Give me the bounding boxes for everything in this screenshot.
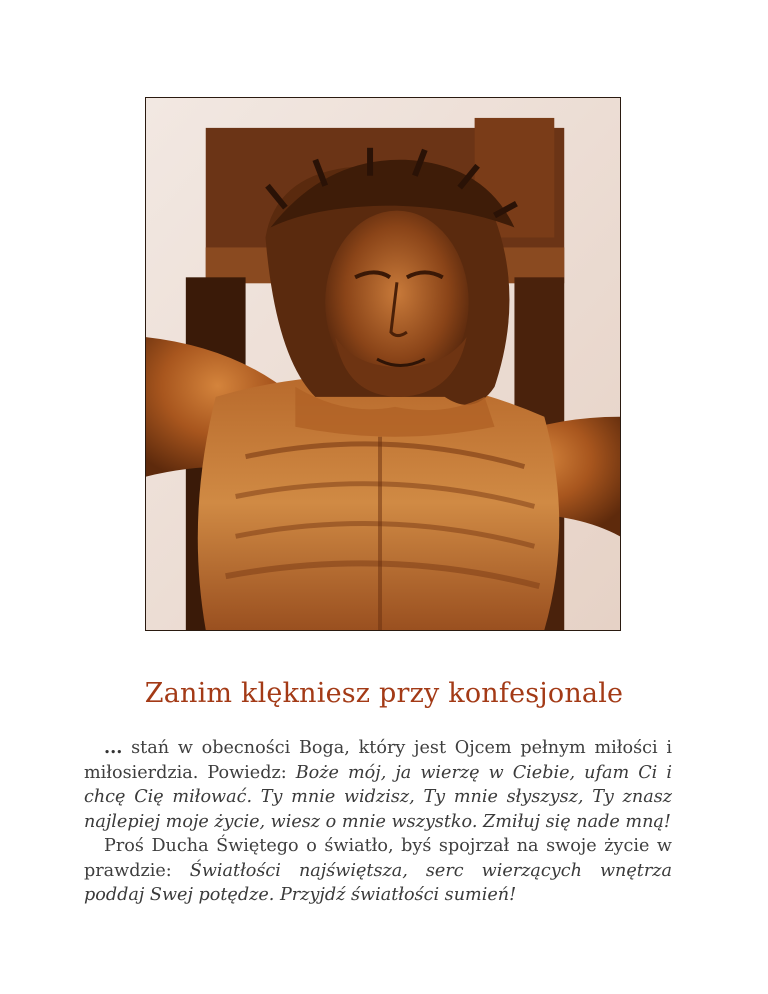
paragraph-1-text: stań w obecności Boga, który jest Ojcem pełnym miłości i miłosierdzia. Powiedz: bbox=[84, 738, 672, 783]
paragraph-2-prayer: Światłości najświętsza, serc wierzących wnętrza poddaj Swej potędze. Przyjdź światłości sumień! bbox=[84, 860, 673, 905]
ellipsis: ... bbox=[104, 737, 123, 758]
crucifix-sculpture-icon bbox=[146, 98, 620, 630]
paragraph-2 bbox=[84, 834, 672, 908]
paragraph-1 bbox=[84, 736, 672, 834]
page-title: Zanim klękniesz przy konfesjonale bbox=[144, 678, 624, 709]
paragraph-2-text: Proś Ducha Świętego o światło, byś spojrzał na swoje życie w prawdzie: bbox=[84, 836, 672, 881]
crucifix-photo bbox=[145, 97, 621, 631]
paragraph-1-prayer: Boże mój, ja wierzę w Ciebie, ufam Ci i chcę Cię miłować. Ty mnie widzisz, Ty mnie słyszysz, Ty znasz najlepiej moje życie, wiesz o mnie wszystko. Zmiłuj się nade mną! bbox=[84, 762, 672, 832]
body-text bbox=[84, 736, 672, 908]
